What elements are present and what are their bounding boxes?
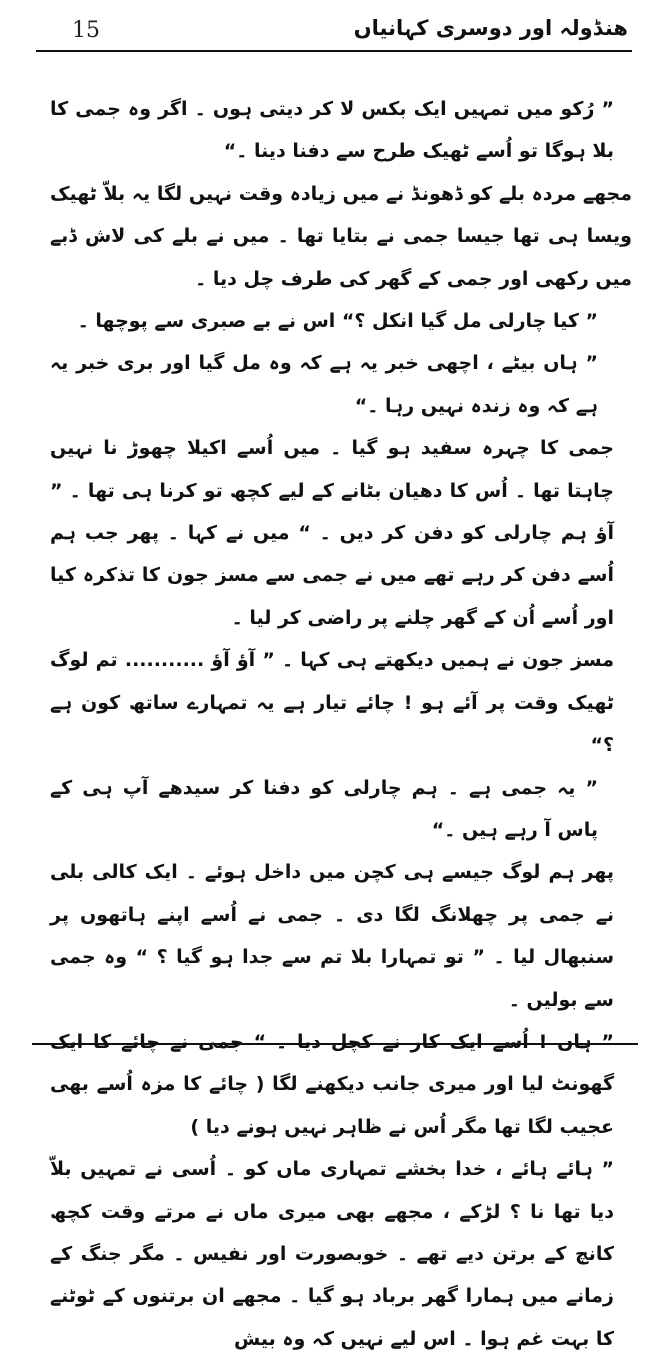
page-header [36, 14, 632, 48]
paragraph: ” کیا چارلی مل گیا انکل ؟“ اس نے بے صبری سے پوچھا ۔ [77, 310, 598, 333]
paragraph: مجھے مردہ بلے کو ڈھونڈ نے میں زیادہ وقت نہیں لگا یہ بلاّ ٹھیک ویسا ہی تھا جیسا جمی نے بتایا تھا ۔ میں نے بلے کی لاش ڈبے میں رکھی اور جمی کے گھر کی طرف چل دیا ۔ [50, 182, 632, 290]
paragraph: پھر ہم لوگ جیسے ہی کچن میں داخل ہوئے ۔ ایک کالی بلی نے جمی پر چھلانگ لگا دی ۔ جمی نے اُسے اپنے ہاتھوں پر سنبھال لیا ۔ ” تو تمہارا بلا تم سے جدا ہو گیا ؟ “ وہ جمی سے بولیں ۔ [50, 861, 614, 1011]
story-text [50, 88, 632, 1360]
paragraph: مسز جون نے ہمیں دیکھتے ہی کہا ۔ ” آؤ آؤ ........... تم لوگ ٹھیک وقت پر آئے ہو ! چائے تیار ہے یہ تمہارے ساتھ کون ہے ؟“ [50, 649, 614, 757]
paragraph: جمی کا چہرہ سفید ہو گیا ۔ میں اُسے اکیلا چھوڑ نا نہیں چاہتا تھا ۔ اُس کا دھیان بٹانے کے لیے کچھ تو کرنا ہی تھا ۔ ” آؤ ہم چارلی کو دفن کر دیں ۔ “ میں نے کہا ۔ پھر جب ہم اُسے دفن کر رہے تھے میں نے جمی سے مسز جون کا تذکرہ کیا اور اُسے اُن کے گھر چلنے پر راضی کر لیا ۔ [50, 437, 614, 629]
footer-rule [32, 1043, 638, 1045]
paragraph: ” ہاں بیٹے ، اچھی خبر یہ ہے کہ وہ مل گیا اور بری خبر یہ ہے کہ وہ زندہ نہیں رہا ۔“ [50, 352, 598, 417]
book-title: هنڈولہ اور دوسری کہانیاں [353, 16, 628, 40]
header-rule [36, 50, 632, 52]
page-number: 15 [72, 18, 100, 43]
paragraph: ” ہائے ہائے ، خدا بخشے تمہاری ماں کو ۔ اُسی نے تمہیں بلاّ دیا تھا نا ؟ لڑکے ، مجھے بھی میری ماں نے مرتے وقت کچھ کانچ کے برتن دیے تھے ۔ خوبصورت اور نفیس ۔ مگر جنگ کے زمانے میں ہمارا گھر برباد ہو گیا ۔ مجھے ان برتنوں کے ٹوٹنے کا بہت غم ہوا ۔ اس لیے نہیں کہ وہ بیش [50, 1158, 614, 1350]
paragraph: ” یہ جمی ہے ۔ ہم چارلی کو دفنا کر سیدھے آپ ہی کے پاس آ رہے ہیں ۔“ [50, 776, 598, 841]
paragraph: ” رُکو میں تمہیں ایک بکس لا کر دیتی ہوں ۔ اگر وہ جمی کا بلا ہوگا تو اُسے ٹھیک طرح سے دفنا دینا ۔“ [50, 98, 614, 163]
paragraph: ” ہاں ! اُسے ایک کار نے کچل دیا ۔ “ جمی نے چائے کا ایک گھونٹ لیا اور میری جانب دیکھنے لگا ( چائے کا مزہ اُسے بھی عجیب لگا تھا مگر اُس نے ظاہر نہیں ہونے دیا ) [50, 1030, 614, 1138]
